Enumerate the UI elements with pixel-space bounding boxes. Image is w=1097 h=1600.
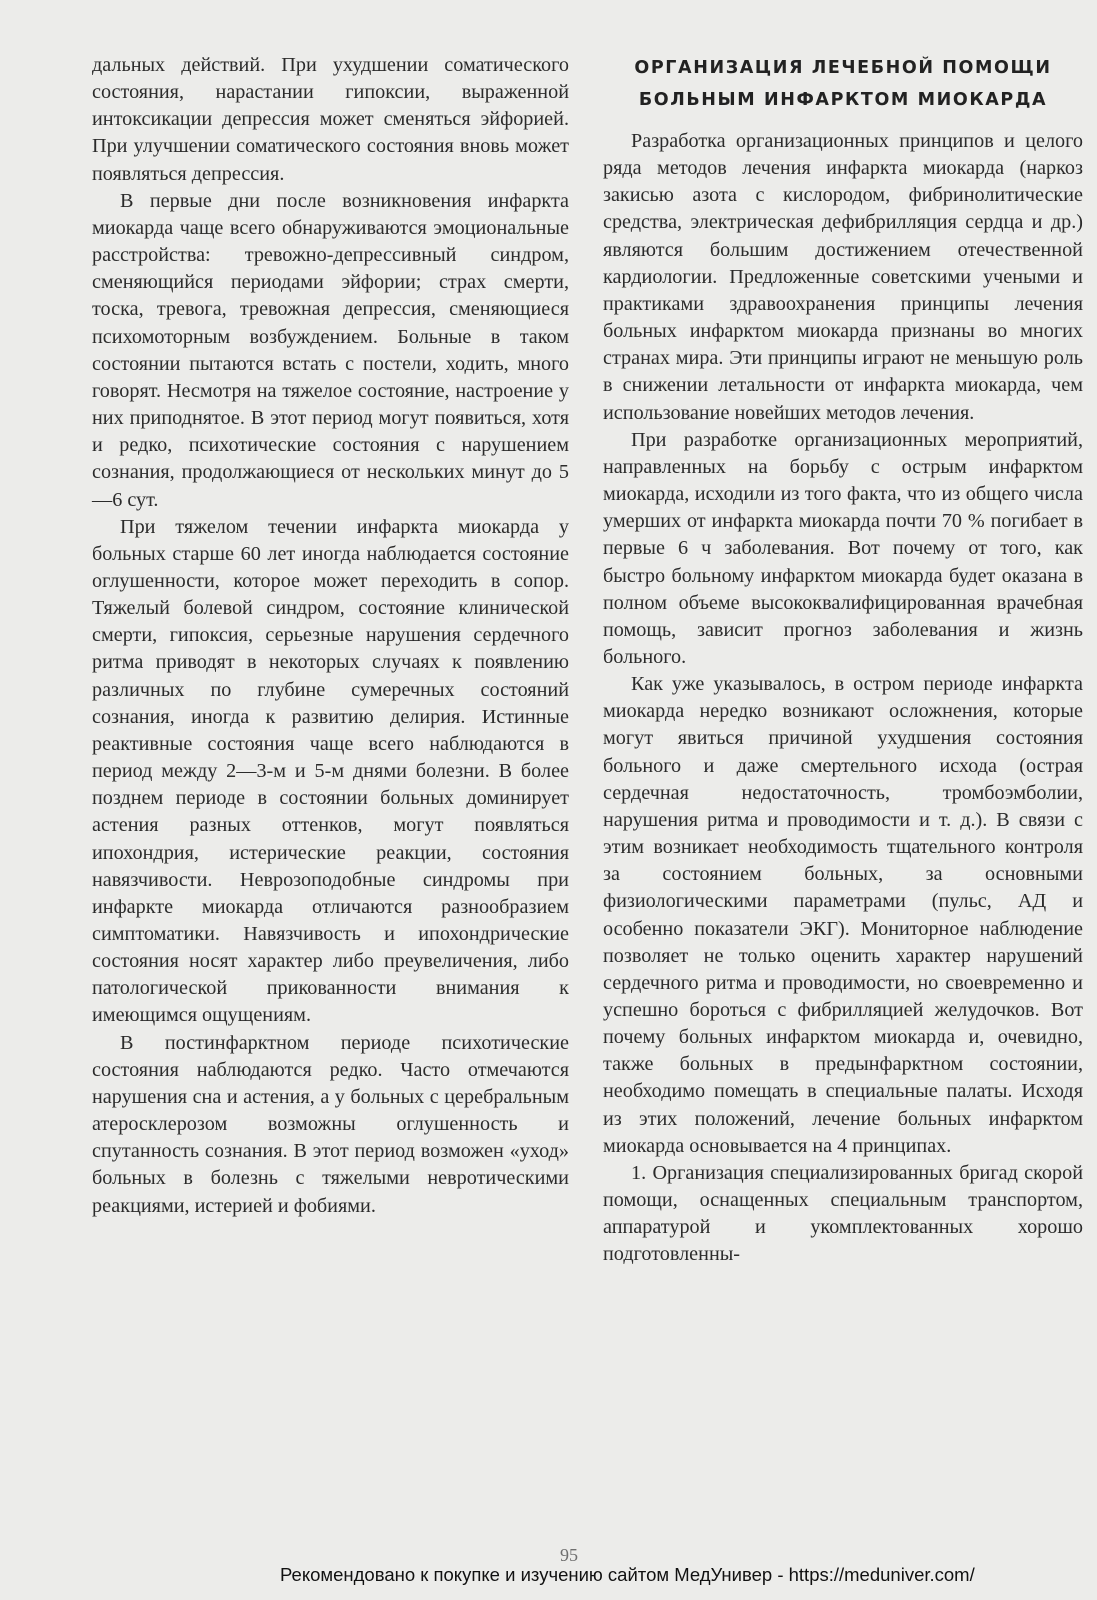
paragraph: При разработке организационных мероприятий, направленных на борьбу с острым инфарктом миокарда, исходили из того факта, что из общего числа умерших от инфаркта миокарда почти 70 % погибает в первые 6 ч заболевания. Вот почему от того, как быстро больному инфарктом миокарда будет оказана в полном объеме высококвалифицированная врачебная помощь, зависит прогноз заболевания и жизнь больного.: [603, 428, 1083, 668]
section-heading: [603, 52, 1083, 116]
paragraph: В постинфарктном периоде психотические состояния наблюдаются редко. Часто отмечаются нарушения сна и астения, а у больных с церебральным атеросклерозом возможны оглушенность и спутанность сознания. В этот период возможен «уход» больных в болезнь с тяжелыми невротическими реакциями, истерией и фобиями.: [92, 1031, 569, 1217]
paragraph: Разработка организационных принципов и целого ряда методов лечения инфаркта миокарда (наркоз закисью азота с кислородом, фибринолитические средства, электрическая дефибрилляция сердца и др.) являются большим достижением отечественной кардиологии. Предложенные советскими учеными и практиками здравоохранения принципы лечения больных инфарктом миокарда признаны во многих странах мира. Эти принципы играют не меньшую роль в снижении летальности от инфаркта миокарда, чем использование новейших методов лечения.: [603, 130, 1083, 424]
right-text-column: [603, 52, 1083, 1269]
left-text-column: [92, 52, 569, 1220]
paragraph: При тяжелом течении инфаркта миокарда у больных старше 60 лет иногда наблюдается состояние оглушенности, которое может переходить в сопор. Тяжелый болевой синдром, состояние клинической смерти, гипоксия, серьезные нарушения сердечного ритма приводят в некоторых случаях к появлению различных по глубине сумеречных состояний сознания, иногда к развитию делирия. Истинные реактивные состояния чаще всего наблюдаются в период между 2—3-м и 5-м днями болезни. В более позднем периоде в состоянии больных доминирует астения разных оттенков, могут появляться ипохондрия, истерические реакции, состояния навязчивости. Неврозоподобные синдромы при инфаркте миокарда отличаются разнообразием симптоматики. Навязчивость и ипохондрические состояния носят характер либо преувеличения, либо патологической прикованности внимания к имеющимся ощущениям.: [92, 515, 569, 1027]
footer-recommendation: Рекомендовано к покупке и изучению сайтом МедУнивер - https://meduniver.com/: [280, 1564, 975, 1585]
paragraph: В первые дни после возникновения инфаркта миокарда чаще всего обнаруживаются эмоциональные расстройства: тревожно-депрессивный синдром, сменяющийся периодами эйфории; страх смерти, тоска, тревога, тревожная депрессия, сменяющиеся психомоторным возбуждением. Больные в таком состоянии пытаются встать с постели, ходить, много говорят. Несмотря на тяжелое состояние, настроение у них приподнятое. В этот период могут появиться, хотя и редко, психотические состояния с нарушением сознания, продолжающиеся от нескольких минут до 5—6 сут.: [92, 189, 569, 511]
section-heading-line: ОРГАНИЗАЦИЯ ЛЕЧЕБНОЙ ПОМОЩИ: [634, 58, 1052, 78]
page-number: 95: [560, 1545, 578, 1565]
paragraph: Как уже указывалось, в остром периоде инфаркта миокарда нередко возникают осложнения, которые могут явиться причиной ухудшения состояния больного и даже смертельного исхода (острая сердечная недостаточность, тромбоэмболии, нарушения ритма и проводимости и т. д.). В связи с этим возникает необходимость тщательного контроля за состоянием больных, за основными физиологическими параметрами (пульс, АД и особенно показатели ЭКГ). Мониторное наблюдение позволяет не только оценить характер нарушений сердечного ритма и проводимости, но своевременно и успешно бороться с фибрилляцией желудочков. Вот почему больных инфарктом миокарда и, очевидно, также больных в предынфарктном состоянии, необходимо помещать в специальные палаты. Исходя из этих положений, лечение больных инфарктом миокарда основывается на 4 принципах.: [603, 673, 1083, 1157]
paragraph: 1. Организация специализированных бригад скорой помощи, оснащенных специальным транспортом, аппаратурой и укомплектованных хорошо подготовленны-: [603, 1161, 1083, 1266]
paragraph: дальных действий. При ухудшении соматического состояния, нарастании гипоксии, выраженной интоксикации депрессия может сменяться эйфорией. При улучшении соматического состояния вновь может появляться депрессия.: [92, 54, 569, 185]
section-heading-line: БОЛЬНЫМ ИНФАРКТОМ МИОКАРДА: [638, 90, 1048, 110]
